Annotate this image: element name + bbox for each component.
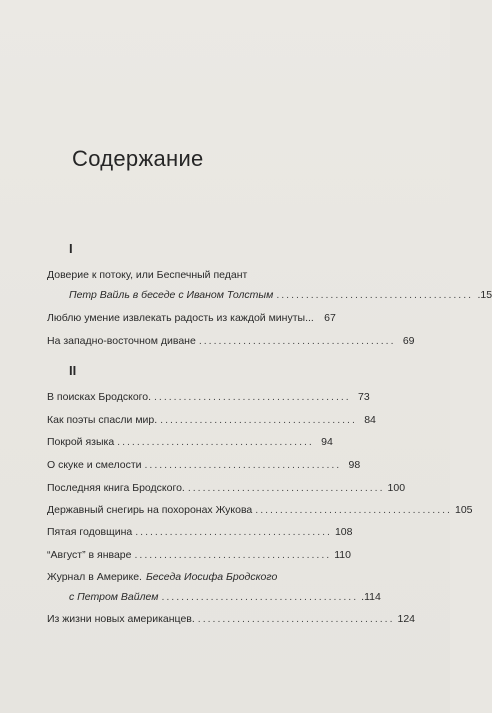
page-number: 124 [397, 613, 416, 625]
toc-entry [47, 503, 473, 517]
toc-entry [47, 525, 353, 539]
toc-entry-subtitle: Петр Вайль в беседе с Иваном Толстым [69, 289, 274, 301]
toc-entry-title: Люблю умение извлекать радость из каждой минуты... [47, 312, 314, 324]
toc-entry [47, 311, 336, 325]
toc-entry [47, 481, 406, 495]
toc-entry-subtitle: с Петром Вайлем [69, 591, 159, 603]
page-number: 108 [334, 526, 353, 538]
toc-entry-title: О скуке и смелости [47, 459, 142, 471]
toc-entry-title: Журнал в Америке. [47, 571, 142, 583]
toc-entry [47, 458, 361, 472]
leader-dots: ........................................ [154, 391, 351, 403]
page-number: 110 [334, 549, 351, 561]
page-number: 105 [454, 504, 473, 516]
leader-dots: ........................................ [144, 459, 342, 471]
toc-entry [47, 334, 415, 348]
leader-dots: ........................................ [160, 414, 357, 426]
leader-dots: ........................................ [187, 482, 385, 494]
toc-entry-title: Как поэты спасли мир. [47, 414, 158, 426]
leader-dots: ........................................ [135, 526, 332, 538]
toc-entry-title: На западно-восточном диване [47, 335, 196, 347]
toc-entry [47, 268, 492, 302]
page-number: 94 [321, 436, 333, 448]
toc-entry-title: Последняя книга Бродского. [47, 482, 185, 494]
toc-entry-title: Державный снегирь на похоронах Жукова [47, 504, 253, 516]
toc-entry [47, 570, 381, 604]
toc-entry-title: Доверие к потоку, или Беспечный педант [47, 269, 248, 281]
page-number: 67 [324, 312, 336, 324]
toc-entry-title: В поисках Бродского. [47, 391, 152, 403]
toc-entry-title: Пятая годовщина [47, 526, 133, 538]
leader-dots: ........................................ [161, 591, 359, 603]
leader-dots: ........................................ [198, 335, 396, 347]
toc-entry [47, 435, 332, 449]
leader-dots: ........................................ [255, 504, 452, 516]
toc-entry [47, 413, 376, 427]
leader-dots: ........................................ [276, 289, 474, 301]
section-heading-1: I [69, 241, 73, 256]
page-title: Содержание [72, 146, 204, 171]
page-number: 73 [358, 391, 370, 403]
toc-entry [47, 612, 416, 626]
toc-entry [47, 548, 351, 562]
toc-entry-title: “Август” в январе [47, 549, 132, 561]
page-number: 84 [364, 414, 376, 426]
page-number: .15 [477, 289, 492, 301]
section-heading-2: II [69, 363, 77, 378]
toc-entry [47, 390, 370, 404]
leader-dots: ........................................ [117, 436, 314, 448]
toc-entry-title: Из жизни новых американцев. [47, 613, 195, 625]
page-number: 98 [348, 459, 361, 471]
page-number: .114 [361, 591, 381, 603]
leader-dots: ........................................ [197, 613, 395, 625]
page-number: 100 [387, 482, 406, 494]
leader-dots: ........................................ [134, 549, 332, 561]
toc-entry-title-italic: Беседа Иосифа Бродского [145, 571, 278, 583]
page-number: 69 [402, 335, 415, 347]
toc-entry-title: Покрой языка [47, 436, 115, 448]
